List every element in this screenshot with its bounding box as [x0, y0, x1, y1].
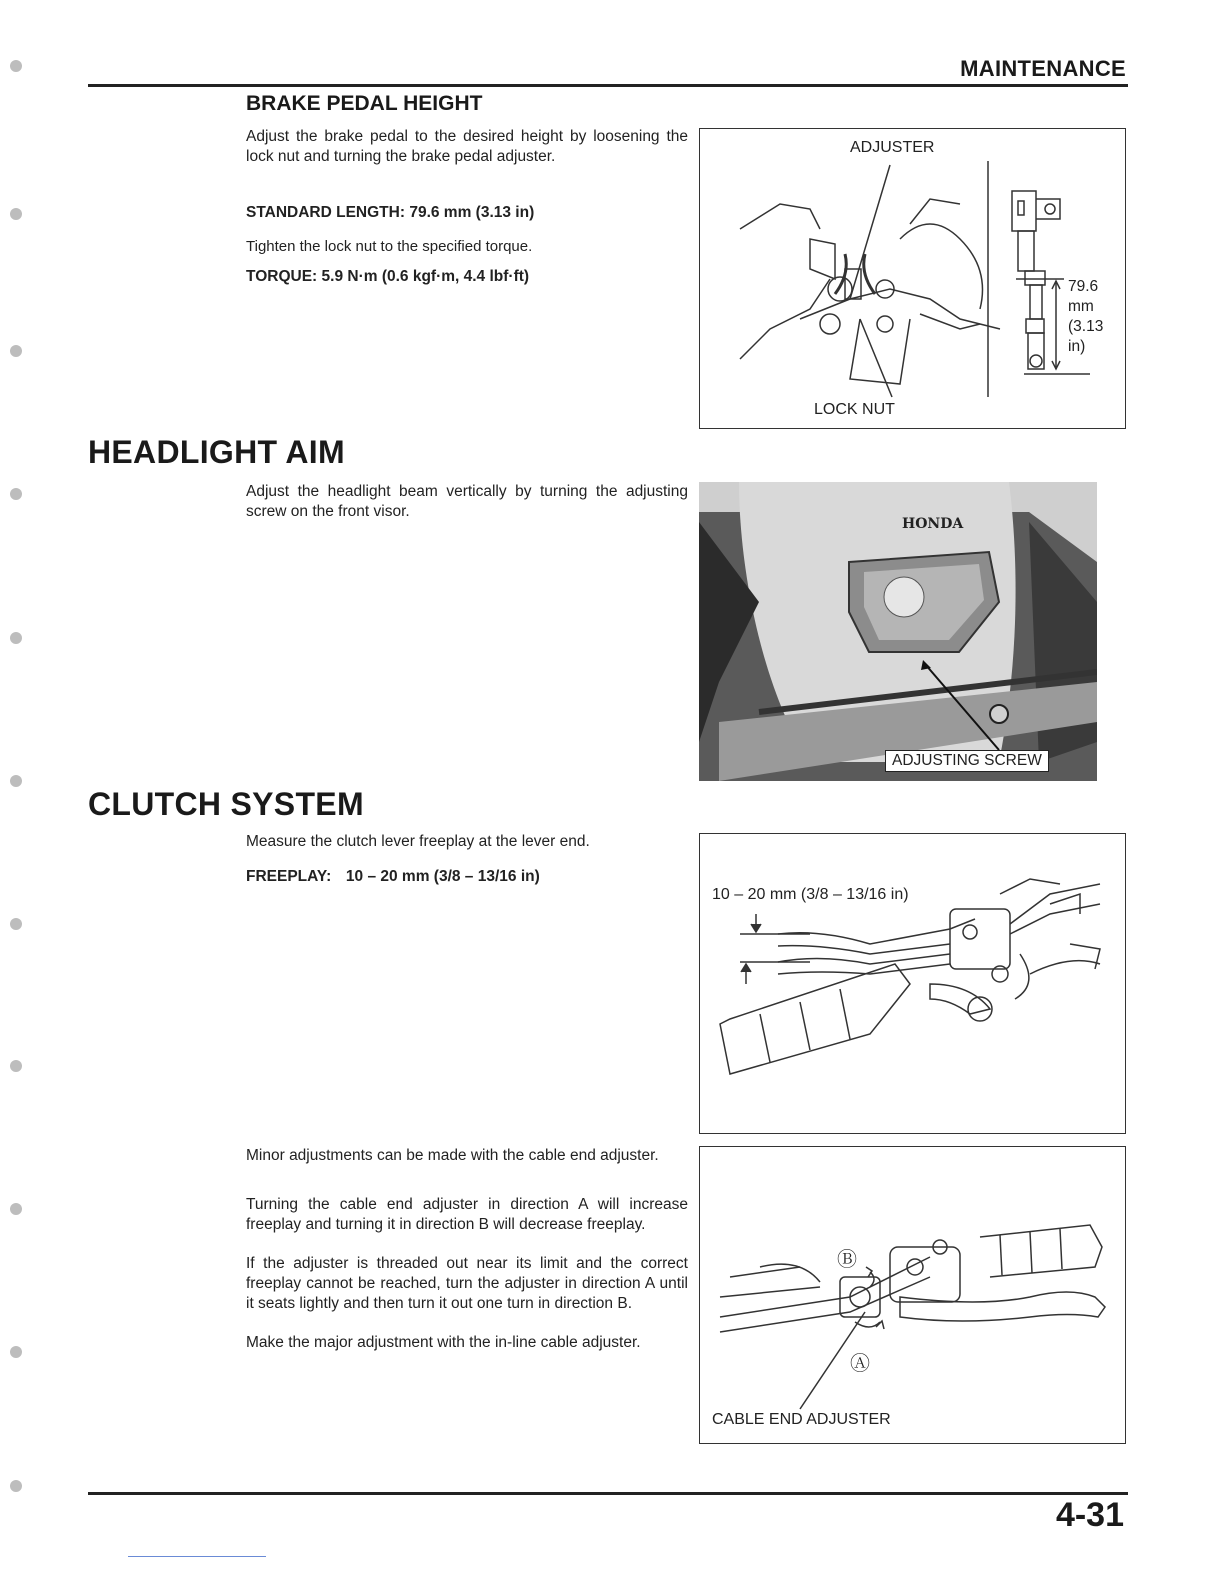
binder-hole	[10, 632, 22, 644]
headlight-photo	[699, 482, 1097, 781]
standard-length-value: 79.6 mm (3.13 in)	[409, 204, 535, 221]
standard-length-spec	[246, 204, 534, 222]
binder-hole	[10, 1346, 22, 1358]
headlight-aim-intro: Adjust the headlight beam vertically by turning the adjusting screw on the front visor.	[246, 483, 688, 520]
binder-hole	[10, 208, 22, 220]
brake-pedal-intro: Adjust the brake pedal to the desired height by loosening the lock nut and turning the brake pedal adjuster.	[246, 128, 688, 165]
cable-adjuster-drawing	[700, 1147, 1124, 1442]
clutch-lever-drawing	[700, 834, 1124, 1132]
freeplay-spec	[246, 868, 540, 886]
dim-unit: mm	[1068, 298, 1094, 315]
binder-hole	[10, 918, 22, 930]
tighten-text: Tighten the lock nut to the specified torque.	[246, 238, 533, 255]
cable-end-adjuster-figure	[699, 1146, 1126, 1444]
torque-label: TORQUE:	[246, 268, 318, 285]
torque-spec	[246, 268, 529, 286]
freeplay-label: FREEPLAY:	[246, 868, 332, 885]
dim-value: 79.6	[1068, 278, 1099, 295]
major-adjust-text: Make the major adjustment with the in-line cable adjuster.	[246, 1334, 641, 1351]
binder-hole	[10, 345, 22, 357]
binder-hole	[10, 1060, 22, 1072]
dim-text	[1068, 277, 1103, 357]
brake-pedal-drawing	[700, 129, 1124, 427]
direction-b-marker: Ⓑ	[837, 1249, 857, 1271]
binder-hole	[10, 60, 22, 72]
footer-rule	[88, 1492, 1128, 1495]
binder-hole	[10, 775, 22, 787]
headlight-drawing	[699, 482, 1097, 781]
limit-text: If the adjuster is threaded out near its limit and the correct freeplay cannot be reached, turn the adjuster in direction A until it seats lightly and then turn it out one turn in direction B.	[246, 1255, 688, 1312]
adjusting-screw-callout: ADJUSTING SCREW	[885, 750, 1049, 772]
adjuster-label: ADJUSTER	[850, 139, 935, 156]
brake-pedal-figure	[699, 128, 1126, 429]
dim-in-unit: in)	[1068, 338, 1086, 355]
cable-end-adjuster-label: CABLE END ADJUSTER	[712, 1411, 891, 1428]
running-header: MAINTENANCE	[960, 56, 1126, 81]
freeplay-dimension: 10 – 20 mm (3/8 – 13/16 in)	[712, 886, 909, 903]
clutch-intro: Measure the clutch lever freeplay at the lever end.	[246, 833, 590, 850]
direction-a-marker: Ⓐ	[850, 1353, 870, 1375]
clutch-system-title: CLUTCH SYSTEM	[88, 786, 364, 822]
bottom-edge-line	[128, 1556, 266, 1557]
clutch-freeplay-figure	[699, 833, 1126, 1134]
header-rule	[88, 84, 1128, 87]
direction-text: Turning the cable end adjuster in direction A will increase freeplay and turning it in direction B will decrease freeplay.	[246, 1196, 688, 1233]
dim-in-value: (3.13	[1068, 318, 1104, 335]
minor-adjust-text: Minor adjustments can be made with the cable end adjuster.	[246, 1147, 659, 1164]
standard-length-label: STANDARD LENGTH:	[246, 204, 406, 221]
lock-nut-label: LOCK NUT	[814, 401, 895, 418]
torque-value: 5.9 N·m (0.6 kgf·m, 4.4 lbf·ft)	[321, 268, 530, 285]
brake-pedal-title: BRAKE PEDAL HEIGHT	[246, 92, 483, 115]
headlight-brand: HONDA	[902, 516, 964, 532]
binder-hole	[10, 488, 22, 500]
binder-hole	[10, 1203, 22, 1215]
page-number: 4-31	[1055, 1496, 1124, 1534]
headlight-aim-title: HEADLIGHT AIM	[88, 434, 345, 470]
freeplay-value: 10 – 20 mm (3/8 – 13/16 in)	[345, 868, 540, 885]
binder-hole	[10, 1480, 22, 1492]
